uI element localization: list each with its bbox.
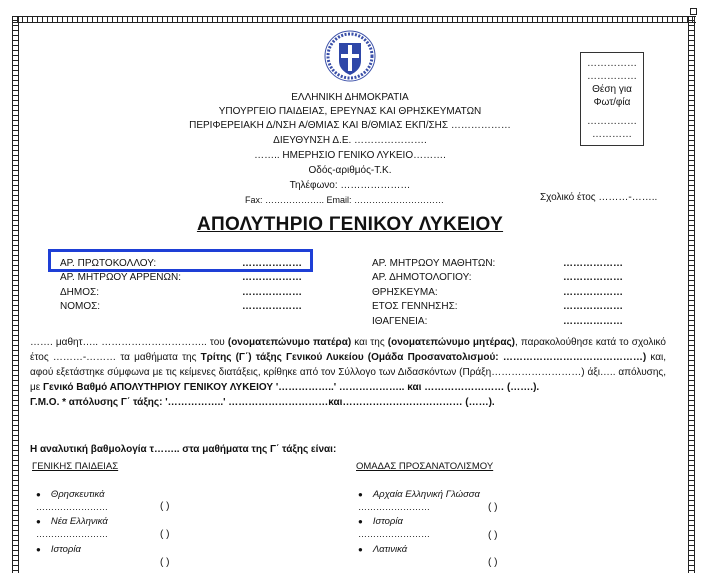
header-fax-email: Fax: ……………….. Email: ………………………… [245, 195, 445, 205]
religion-label: ΘΡΗΣΚΕΥΜΑ: [372, 287, 438, 298]
general-grade-text: Γενικό Βαθμό ΑΠΟΛΥΤΗΡΙΟΥ ΓΕΝΙΚΟΥ ΛΥΚΕΙΟΥ '……………..' ……………….. και …………………… (…….). [43, 382, 540, 393]
subject-name: Ιστορία [372, 516, 403, 527]
religion-value[interactable]: ……………… [563, 287, 623, 298]
bullet-icon: ● [36, 517, 41, 526]
prefecture-label: ΝΟΜΟΣ: [60, 301, 101, 312]
grade-dots[interactable]: …………………… [36, 529, 108, 539]
header-address: Οδός-αριθμός-Τ.Κ. [308, 165, 392, 176]
photo-label: Θέση για [592, 84, 632, 95]
protocol-number-label: ΑΡ. ΠΡΩΤΟΚΟΛΛΟΥ: [60, 258, 157, 269]
grade-dots[interactable]: …………………… [36, 502, 108, 512]
subject-item [36, 516, 108, 527]
subject-name: Λατινικά [372, 544, 408, 555]
subject-item [358, 516, 403, 527]
student-registry-value[interactable]: ……………… [563, 258, 623, 269]
photo-dots: …………… [587, 116, 637, 127]
orientation-group-heading: ΟΜΑΔΑΣ ΠΡΟΣΑΝΑΤΟΛΙΣΜΟΥ [356, 461, 494, 472]
birth-year-label: ΕΤΟΣ ΓΕΝΝΗΣΗΣ: [372, 301, 458, 312]
birth-year-value[interactable]: ……………… [563, 301, 623, 312]
perforated-border-left [12, 16, 19, 573]
perforated-border-top [12, 16, 696, 23]
body-text: και, αφού εξετάστηκε σύμφωνα με τις κείμενες διατάξεις, κρίθηκε από τον Σύλλογο των Διδασκόντων (Πράξη………………………) άξι….. απόλυσης, με [30, 352, 666, 393]
header-country: ΕΛΛΗΝΙΚΗ ΔΗΜΟΚΡΑΤΙΑ [291, 92, 409, 103]
mother-name-placeholder: (ονοματεπώνυμο μητέρας) [387, 337, 515, 348]
corner-marker [690, 8, 697, 15]
header-ministry: ΥΠΟΥΡΓΕΙΟ ΠΑΙΔΕΙΑΣ, ΕΡΕΥΝΑΣ ΚΑΙ ΘΡΗΣΚΕΥΜΑΤΩΝ [218, 106, 482, 117]
school-year: Σχολικό έτος ………-…….. [540, 192, 658, 203]
protocol-number-value[interactable]: ……………… [242, 258, 302, 269]
photo-label: Φωτ/φία [593, 97, 631, 108]
class-orientation-text: Τρίτης (Γ΄) τάξης Γενικού Λυκείου (Ομάδα Προσανατολισμού: [200, 352, 503, 363]
header-directorate: ΔΙΕΥΘΥΝΣΗ Δ.Ε. …………………. [273, 135, 427, 146]
bullet-icon: ● [36, 545, 41, 554]
photo-dots: …………… [587, 58, 637, 69]
grade-parentheses[interactable]: ( ) [488, 557, 498, 568]
male-registry-label: ΑΡ. ΜΗΤΡΩΟΥ ΑΡΡΕΝΩΝ: [60, 272, 181, 283]
header-regional-directorate: ΠΕΡΙΦΕΡΕΙΑΚΗ Δ/ΝΣΗ Α/ΘΜΙΑΣ ΚΑΙ Β/ΘΜΙΑΣ ΕΚΠ/ΣΗΣ ……………… [189, 120, 511, 131]
grade-parentheses[interactable]: ( ) [160, 557, 170, 568]
subject-item [36, 489, 105, 500]
photo-dots: …………… [587, 71, 637, 82]
bullet-icon: ● [358, 545, 363, 554]
photo-placeholder-box [580, 52, 644, 146]
bullet-icon: ● [358, 490, 363, 499]
general-education-heading: ΓΕΝΙΚΗΣ ΠΑΙΔΕΙΑΣ [32, 461, 119, 472]
prefecture-value[interactable]: ……………… [242, 301, 302, 312]
body-text: και της [351, 337, 388, 348]
certificate-body [30, 335, 666, 410]
civil-registry-value[interactable]: ……………… [563, 272, 623, 283]
bullet-icon: ● [36, 490, 41, 499]
gmo-grade-text: Γ.Μ.Ο. * απόλυσης Γ΄ τάξης: '……………..' …………………………και……………………………… (……). [30, 397, 495, 408]
orientation-dots: ……………………………………) [502, 352, 647, 363]
photo-dots: ………… [592, 129, 632, 140]
male-registry-value[interactable]: ……………… [242, 272, 302, 283]
grade-parentheses[interactable]: ( ) [160, 529, 170, 540]
subject-name: Θρησκευτικά [50, 489, 105, 500]
subject-name: Ιστορία [50, 544, 81, 555]
grade-parentheses[interactable]: ( ) [488, 530, 498, 541]
greek-coat-of-arms-icon [324, 30, 376, 82]
subject-name: Αρχαία Ελληνική Γλώσσα [372, 489, 480, 500]
header-phone: Τηλέφωνο: ………………… [289, 180, 411, 191]
bullet-icon: ● [358, 517, 363, 526]
perforated-border-right [688, 16, 695, 573]
grade-dots[interactable]: …………………… [358, 529, 430, 539]
grade-parentheses[interactable]: ( ) [160, 501, 170, 512]
grade-dots[interactable]: …………………… [358, 502, 430, 512]
student-registry-label: ΑΡ. ΜΗΤΡΩΟΥ ΜΑΘΗΤΩΝ: [372, 258, 496, 269]
subject-item [36, 544, 81, 555]
grade-parentheses[interactable]: ( ) [488, 502, 498, 513]
father-name-placeholder: (ονοματεπώνυμο πατέρα) [227, 337, 352, 348]
body-text: ……. μαθητ….. ………………………….. του [30, 337, 228, 348]
civil-registry-label: ΑΡ. ΔΗΜΟΤΟΛΟΓΙΟΥ: [372, 272, 472, 283]
nationality-value[interactable]: ……………… [563, 316, 623, 327]
nationality-label: ΙΘΑΓΕΝΕΙΑ: [372, 316, 428, 327]
municipality-value[interactable]: ……………… [242, 287, 302, 298]
header-school: …….. ΗΜΕΡΗΣΙΟ ΓΕΝΙΚΟ ΛΥΚΕΙΟ………. [254, 150, 446, 161]
municipality-label: ΔΗΜΟΣ: [60, 287, 99, 298]
body-text: , παρακολούθησε κατά το σχολικό έτος ………-……… τα μαθήματα της [30, 337, 666, 363]
grades-title: Η αναλυτική βαθμολογία τ…….. στα μαθήματα της Γ΄ τάξης είναι: [30, 444, 337, 455]
subject-name: Νέα Ελληνικά [50, 516, 108, 527]
document-title: ΑΠΟΛΥΤΗΡΙΟ ΓΕΝΙΚΟΥ ΛΥΚΕΙΟΥ [196, 214, 504, 235]
subject-item [358, 489, 480, 500]
subject-item [358, 544, 407, 555]
